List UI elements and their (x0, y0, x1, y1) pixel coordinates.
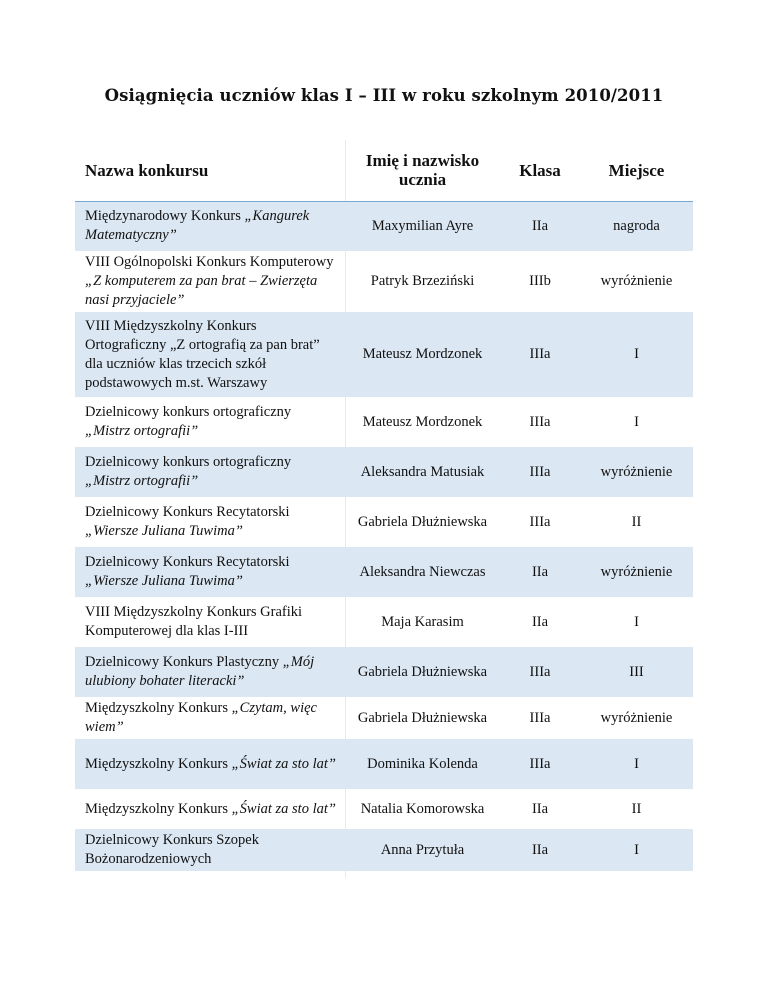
cell-place: I (634, 755, 639, 772)
cell-contest-name (75, 789, 345, 829)
contest-title-italic: „Czytam, więc wiem” (85, 700, 317, 735)
cell-student-name: Aleksandra Matusiak (360, 463, 485, 480)
contest-name-text: Międzyszkolny Konkurs (85, 800, 232, 817)
cell-contest-name (75, 497, 345, 547)
contest-title-italic: „Mistrz ortografii” (85, 473, 199, 489)
cell-class: IIIb (529, 273, 551, 289)
cell-place: II (631, 513, 642, 530)
contest-title-italic: „Mój ulubiony bohater literacki” (85, 654, 315, 689)
contest-title-italic: „Mistrz ortografii” (85, 423, 199, 439)
cell-student-name: Gabriela Dłużniewska (357, 663, 488, 680)
cell-place: II (631, 800, 642, 817)
cell-place: I (634, 346, 639, 362)
achievements-table (75, 140, 693, 871)
cell-place: nagroda (613, 217, 660, 234)
table-row (75, 201, 693, 251)
contest-name-text: VIII Międzyszkolny Konkurs Grafiki Komputerowej dla klas I-III (85, 604, 303, 639)
cell-contest-name (75, 597, 345, 647)
cell-contest-name (75, 647, 345, 697)
cell-class: IIa (531, 841, 549, 858)
contest-name-text: Międzyszkolny Konkurs (85, 755, 232, 772)
cell-student-name: Anna Przytuła (380, 841, 465, 858)
table-row (75, 447, 693, 497)
cell-student-name: Gabriela Dłużniewska (357, 513, 488, 530)
cell-place: wyróżnienie (600, 463, 673, 480)
cell-contest-name (75, 447, 345, 497)
table-row (75, 697, 693, 739)
table-row (75, 547, 693, 597)
table-row (75, 829, 693, 871)
cell-class: IIa (531, 563, 549, 580)
cell-contest-name (75, 547, 345, 597)
cell-contest-name (75, 739, 345, 789)
cell-class: IIIa (529, 413, 551, 430)
contest-name-text: Międzynarodowy Konkurs (85, 208, 245, 225)
header-class: Klasa (500, 140, 580, 201)
table-row (75, 597, 693, 647)
table-row (75, 739, 693, 789)
contest-name-text: Dzielnicowy Konkurs Recytatorski (85, 554, 290, 570)
contest-name-text: VIII Ogólnopolski Konkurs Komputerowy (85, 254, 334, 270)
contest-title-italic: „Z komputerem za pan brat – Zwierzęta nasi przyjaciele” (85, 273, 318, 308)
table-row (75, 397, 693, 447)
table-row (75, 647, 693, 697)
cell-place: wyróżnienie (600, 273, 673, 289)
cell-student-name: Patryk Brzeziński (370, 273, 475, 289)
cell-contest-name (75, 697, 345, 739)
cell-contest-name (75, 251, 345, 312)
cell-student-name: Maja Karasim (381, 613, 464, 630)
table-row (75, 497, 693, 547)
table-row (75, 312, 693, 397)
cell-class: IIa (531, 800, 549, 817)
header-place: Miejsce (580, 140, 693, 201)
contest-title-italic: „Wiersze Juliana Tuwima” (85, 523, 243, 539)
contest-name-text: Dzielnicowy Konkurs Plastyczny (85, 654, 283, 670)
header-contest: Nazwa konkursu (75, 140, 345, 201)
table-row (75, 251, 693, 312)
cell-contest-name (75, 829, 345, 871)
table-header (75, 140, 693, 201)
contest-name-text: Dzielnicowy Konkurs Recytatorski (85, 504, 290, 520)
contest-name-text: Dzielnicowy konkurs ortograficzny (85, 404, 292, 420)
cell-class: IIa (531, 613, 549, 630)
cell-contest-name (75, 397, 345, 447)
table-body (75, 201, 693, 871)
contest-name-text: VIII Międzyszkolny Konkurs Ortograficzny „Z ortografią za pan brat” dla uczniów klas trzecich szkół podstawowych m.st. Warszawy (85, 317, 320, 391)
cell-class: IIIa (529, 709, 551, 726)
achievements-table-container (75, 140, 693, 871)
page-title: Osiągnięcia uczniów klas I – III w roku szkolnym 2010/2011 (104, 86, 664, 105)
contest-title-italic: „Świat za sto lat” (231, 755, 336, 772)
cell-student-name: Mateusz Mordzonek (362, 346, 483, 362)
cell-place: I (634, 613, 639, 630)
cell-student-name: Natalia Komorowska (360, 800, 485, 817)
cell-place: III (629, 663, 644, 680)
cell-student-name: Dominika Kolenda (367, 755, 478, 772)
cell-student-name: Gabriela Dłużniewska (357, 709, 488, 726)
contest-title-italic: „Świat za sto lat” (231, 800, 336, 817)
cell-contest-name (75, 201, 345, 251)
cell-place: wyróżnienie (600, 709, 673, 726)
cell-class: IIIa (529, 755, 551, 772)
cell-class: IIIa (529, 346, 551, 362)
contest-title-italic: „Kangurek Matematyczny” (85, 208, 310, 244)
header-row (75, 140, 693, 201)
cell-class: IIa (531, 217, 549, 234)
cell-student-name: Mateusz Mordzonek (362, 413, 483, 430)
cell-student-name: Aleksandra Niewczas (359, 563, 486, 580)
contest-name-text: Dzielnicowy Konkurs Szopek Bożonarodzeniowych (85, 832, 259, 867)
cell-class: IIIa (529, 513, 551, 530)
cell-place: I (634, 841, 639, 858)
contest-name-text: Dzielnicowy konkurs ortograficzny (85, 454, 292, 470)
cell-student-name: Maxymilian Ayre (371, 217, 474, 234)
header-student: Imię i nazwisko ucznia (345, 140, 500, 201)
cell-class: IIIa (529, 463, 551, 480)
contest-title-italic: „Wiersze Juliana Tuwima” (85, 573, 243, 589)
cell-place: wyróżnienie (600, 563, 673, 580)
cell-place: I (634, 413, 639, 430)
cell-class: IIIa (529, 663, 551, 680)
table-row (75, 789, 693, 829)
cell-contest-name (75, 312, 345, 397)
contest-name-text: Międzyszkolny Konkurs (85, 700, 232, 716)
